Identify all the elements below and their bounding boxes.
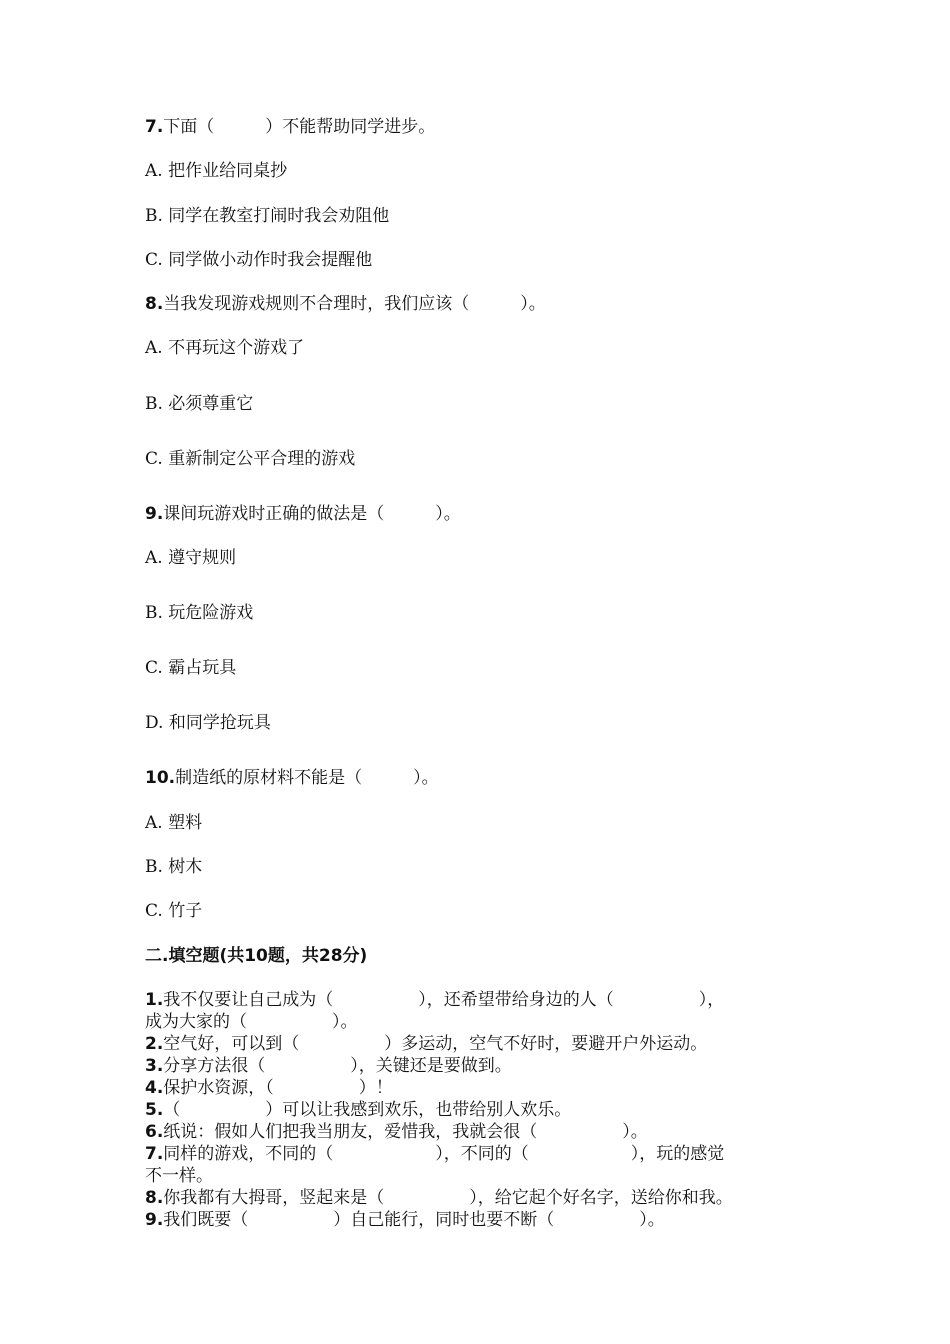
item-number: 5. [145,1100,164,1120]
item-text: 你我都有大拇哥，竖起来是（ ），给它起个好名字，送给你和我。 [163,1188,733,1208]
fill-item-1-continued: 成为大家的（ ）。 [145,1012,358,1032]
question-9-option-a: A. 遵守规则 [145,548,237,568]
question-text: 课间玩游戏时正确的做法是（ ）。 [163,504,461,524]
question-7-option-a: A. 把作业给同桌抄 [145,161,288,181]
section-title: 二.填空题(共10题，共28分) [145,946,368,966]
question-text: 当我发现游戏规则不合理时，我们应该（ ）。 [163,294,546,314]
question-10-option-c: C. 竹子 [145,901,203,921]
fill-item-2 [145,1033,707,1055]
item-number: 4. [145,1078,164,1098]
item-number: 1. [145,990,164,1010]
question-number: 8. [145,294,164,314]
item-text: 分享方法很（ ），关键还是要做到。 [163,1056,512,1076]
question-8-option-a: A. 不再玩这个游戏了 [145,338,305,358]
fill-item-9 [145,1209,665,1231]
item-text: 同样的游戏，不同的（ ），不同的（ ），玩的感觉 [163,1144,725,1164]
item-number: 7. [145,1144,164,1164]
question-7-option-b: B. 同学在教室打闹时我会劝阻他 [145,206,390,226]
item-text: （ ）可以让我感到欢乐，也带给别人欢乐。 [163,1100,572,1120]
fill-item-8 [145,1187,733,1209]
item-number: 8. [145,1188,164,1208]
question-7 [145,116,435,138]
question-number: 9. [145,504,164,524]
question-text: 制造纸的原材料不能是（ ）。 [175,768,439,788]
item-number: 3. [145,1056,164,1076]
question-number: 7. [145,117,164,137]
item-number: 6. [145,1122,164,1142]
question-10-option-b: B. 树木 [145,857,203,877]
question-7-option-c: C. 同学做小动作时我会提醒他 [145,250,373,270]
item-text: 保护水资源，（ ）！ [163,1078,393,1098]
fill-item-3 [145,1055,512,1077]
item-text: 空气好，可以到（ ）多运动，空气不好时，要避开户外运动。 [163,1034,708,1054]
question-number: 10. [145,768,176,788]
question-8-option-c: C. 重新制定公平合理的游戏 [145,449,356,469]
question-9-option-c: C. 霸占玩具 [145,658,237,678]
fill-item-7-continued: 不一样。 [145,1166,213,1186]
question-8 [145,293,546,315]
item-number: 2. [145,1034,164,1054]
item-number: 9. [145,1210,164,1230]
question-text: 下面（ ）不能帮助同学进步。 [163,117,436,137]
fill-item-4 [145,1077,393,1099]
question-8-option-b: B. 必须尊重它 [145,394,254,414]
fill-item-6 [145,1121,648,1143]
fill-item-1 [145,989,724,1011]
fill-item-5 [145,1099,571,1121]
item-text: 我们既要（ ）自己能行，同时也要不断（ ）。 [163,1210,665,1230]
item-text: 我不仅要让自己成为（ ），还希望带给身边的人（ ）， [163,990,725,1010]
item-text: 纸说：假如人们把我当朋友，爱惜我，我就会很（ ）。 [163,1122,648,1142]
question-9-option-d: D. 和同学抢玩具 [145,713,271,733]
question-10 [145,767,439,789]
fill-item-7 [145,1143,724,1165]
question-9 [145,503,461,525]
question-9-option-b: B. 玩危险游戏 [145,603,254,623]
question-10-option-a: A. 塑料 [145,813,203,833]
